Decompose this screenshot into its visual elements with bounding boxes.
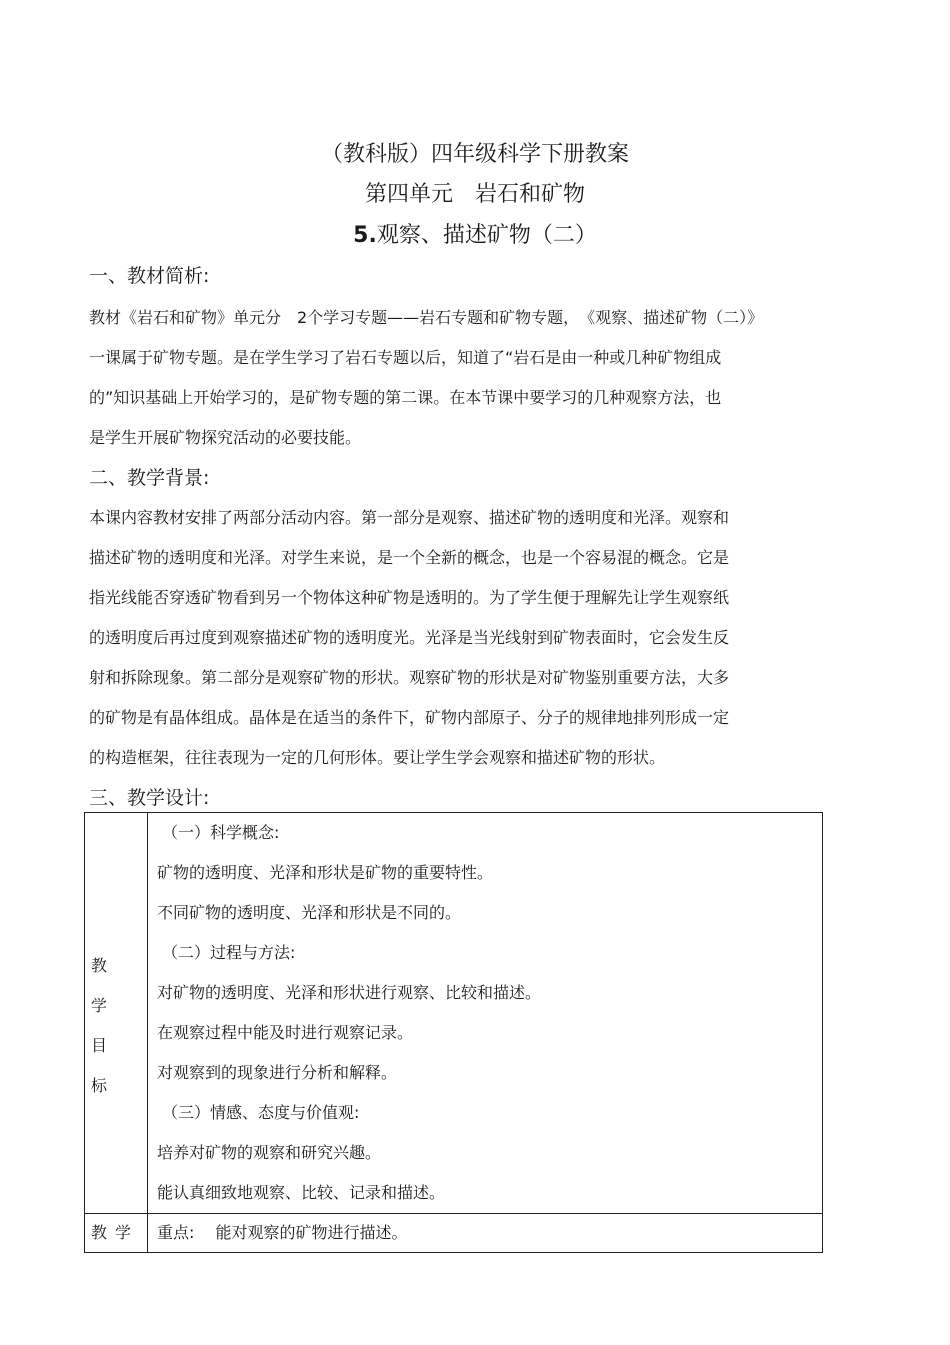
goal-label-char: 学 <box>91 996 108 1015</box>
goal-line: 对矿物的透明度、光泽和形状进行观察、比较和描述。 <box>157 983 542 1002</box>
analysis-line: 是学生开展矿物探究活动的必要技能。 <box>89 428 362 447</box>
goal-line: 能认真细致地观察、比较、记录和描述。 <box>157 1183 446 1202</box>
analysis-line: 一课属于矿物专题。是在学生学习了岩石专题以后，知道了“岩石是由一种或几种矿物组成 <box>89 348 722 367</box>
background-line: 的透明度后再过度到观察描述矿物的透明度光。光泽是当光线射到矿物表面时，它会发生反 <box>89 628 730 647</box>
goal-label-char: 教 <box>91 956 108 975</box>
goal-label-cell <box>85 813 148 1214</box>
goal-subheading: （三）情感、态度与价值观: <box>162 1103 360 1122</box>
analysis-line: 教材《岩石和矿物》单元分 2个学习专题——岩石专题和矿物专题， 《观察、描述矿物（二）》 <box>89 308 764 327</box>
analysis-line: 的”知识基础上开始学习的，是矿物专题的第二课。在本节课中要学习的几种观察方法，也 <box>89 388 722 407</box>
document-title: （教科版）四年级科学下册教案 <box>320 142 629 167</box>
lesson-name: 观察、描述矿物（二） <box>376 223 597 248</box>
focus-text: 重点: 能对观察的矿物进行描述。 <box>157 1223 408 1242</box>
section-heading-analysis: 一、教材简析: <box>89 265 210 287</box>
goal-content-cell <box>148 813 823 1214</box>
section-heading-design: 三、教学设计: <box>89 787 210 809</box>
goal-line: 矿物的透明度、光泽和形状是矿物的重要特性。 <box>157 863 494 882</box>
goal-subheading: （一）科学概念: <box>162 823 280 842</box>
table-row-goals <box>85 813 823 1214</box>
goal-line: 在观察过程中能及时进行观察记录。 <box>157 1023 414 1042</box>
section-heading-background: 二、教学背景: <box>89 467 210 489</box>
unit-title: 第四单元 岩石和矿物 <box>364 182 585 207</box>
background-line: 射和拆除现象。第二部分是观察矿物的形状。观察矿物的形状是对矿物鉴别重要方法，大多 <box>89 668 730 687</box>
background-line: 本课内容教材安排了两部分活动内容。第一部分是观察、描述矿物的透明度和光泽。观察和 <box>89 508 730 527</box>
background-line: 的构造框架，往往表现为一定的几何形体。要让学生学会观察和描述矿物的形状。 <box>89 748 666 767</box>
goal-label-char: 目 <box>91 1036 108 1055</box>
goal-line: 不同矿物的透明度、光泽和形状是不同的。 <box>157 903 462 922</box>
background-line: 指光线能否穿透矿物看到另一个物体这种矿物是透明的。为了学生便于理解先让学生观察纸 <box>89 588 730 607</box>
goal-line: 培养对矿物的观察和研究兴趣。 <box>157 1143 382 1162</box>
lesson-title <box>0 221 950 251</box>
goal-subheading: （二）过程与方法: <box>162 943 296 962</box>
focus-content-cell <box>148 1214 823 1253</box>
goal-line: 对观察到的现象进行分析和解释。 <box>157 1063 398 1082</box>
lesson-number: 5. <box>353 223 377 248</box>
goal-label <box>91 946 121 1106</box>
focus-label: 教学 <box>91 1223 140 1242</box>
focus-label-cell <box>85 1214 148 1253</box>
table-row-focus <box>85 1214 823 1253</box>
goal-label-char: 标 <box>91 1076 108 1095</box>
design-table <box>84 812 823 1253</box>
background-line: 描述矿物的透明度和光泽。对学生来说，是一个全新的概念，也是一个容易混的概念。它是 <box>89 548 730 567</box>
background-line: 的矿物是有晶体组成。晶体是在适当的条件下，矿物内部原子、分子的规律地排列形成一定 <box>89 708 730 727</box>
